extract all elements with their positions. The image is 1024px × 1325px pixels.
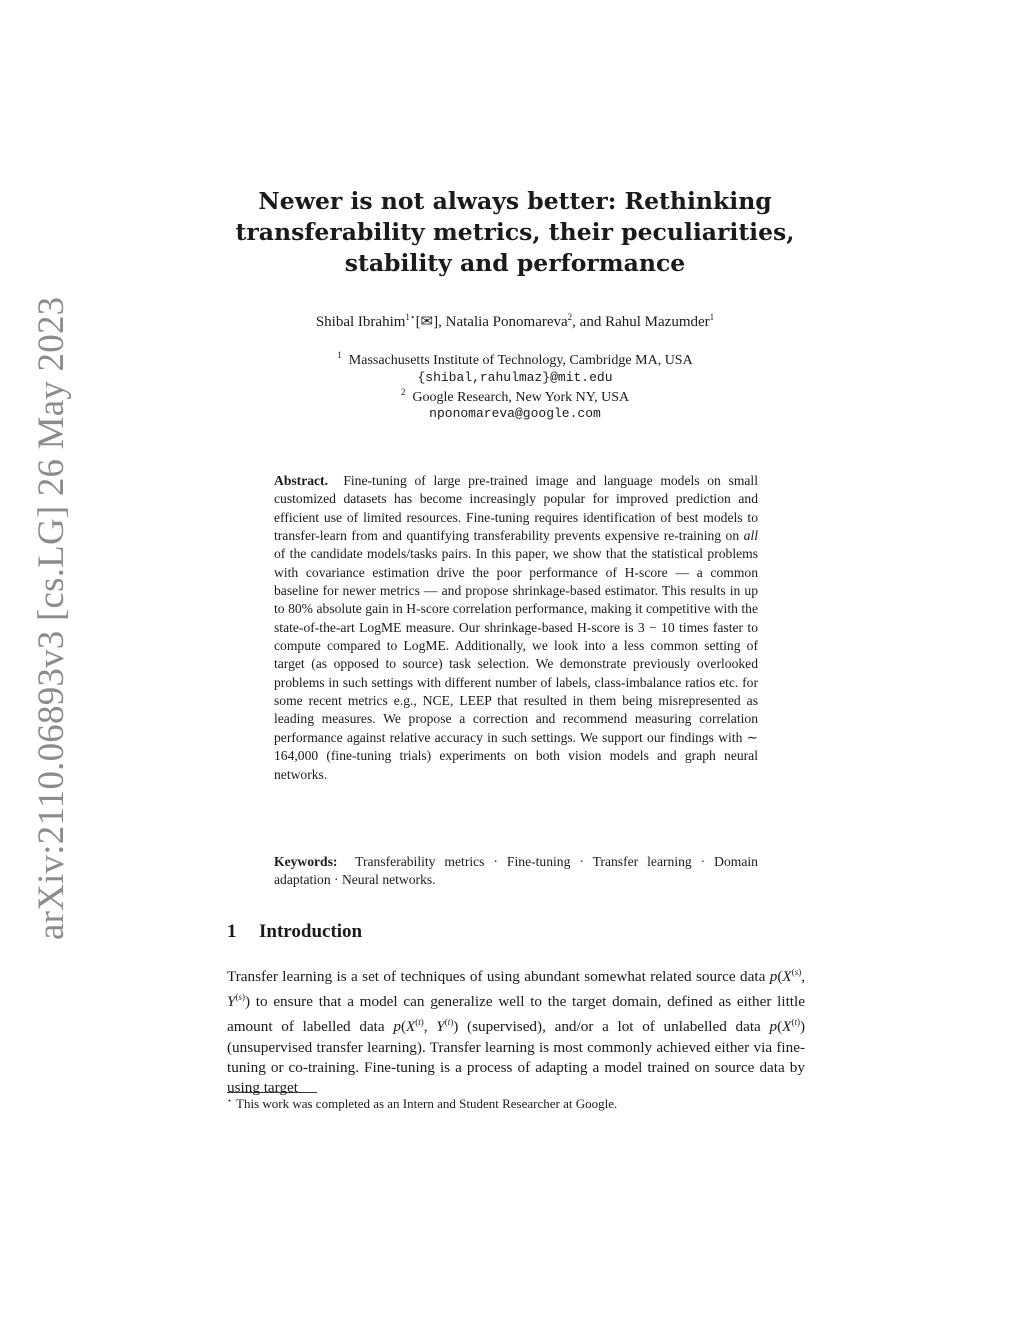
keywords (274, 853, 758, 890)
footnote (227, 1096, 617, 1112)
section-number: 1 (227, 921, 237, 942)
affiliation-text: Google Research, New York NY, USA (412, 390, 630, 405)
author-separator: , and (572, 314, 606, 330)
affiliation-email: nponomareva@google.com (429, 406, 601, 421)
author-name: Natalia Ponomareva (445, 314, 568, 330)
affiliation-number: 2 (400, 387, 406, 397)
affiliation-text: Massachusetts Institute of Technology, Cambridge MA, USA (348, 353, 693, 368)
footnote-text: This work was completed as an Intern and Student Researcher at Google. (236, 1096, 618, 1111)
author-name: Shibal Ibrahim (315, 314, 406, 330)
footnote-divider (227, 1092, 317, 1093)
title-line: Newer is not always better: Rethinking (258, 187, 772, 215)
affiliation-number: 1 (337, 350, 342, 360)
affiliation-institution (212, 387, 818, 406)
author-affil-mark: 1 (709, 312, 715, 322)
corresponding-author-mail-icon: [✉] (415, 314, 439, 330)
section-heading (227, 921, 362, 943)
body-text-run: (unsupervised transfer learning). Transfer learning is most commonly achieved either via fine-tuning or co-training. Fine-tuning is a process of adapting a model trained on source data by using target (227, 1038, 805, 1097)
math-target-unlabelled-distribution: $p(X^{(t)})$ (769, 1017, 806, 1036)
title-line: transferability metrics, their peculiarities, (235, 218, 795, 246)
keywords-text: Transferability metrics · Fine-tuning · Transfer learning · Domain adaptation · Neural networks. (274, 854, 758, 888)
abstract-label: Abstract. (274, 473, 328, 488)
abstract-text: of the candidate models/tasks pairs. In this paper, we show that the statistical problems with covariance estimation drive the poor performance of H-score — a common baseline for newer metrics — and propose shrinkage-based estimator. This results in up to 80% absolute gain in H-score correlation performance, making it competitive with the state-of-the-art LogME measure. Our shrinkage-based H-score is 3 − 10 times faster to compute compared to LogME. Additionally, we look into a less common setting of target (as opposed to source) task selection. We demonstrate previously overlooked problems in such settings with different number of labels, class-imbalance ratios etc. for some recent metrics e.g., NCE, LEEP that resulted in them being misrepresented as leading measures. We propose a correction and recommend measuring correlation performance against relative accuracy in such settings. We support our findings with ∼ 164,000 (fine-tuning trials) experiments on both vision models and graph neural networks. (274, 546, 758, 782)
author-separator: , (438, 314, 446, 330)
section-title: Introduction (259, 921, 363, 942)
abstract (274, 472, 758, 784)
body-text-run: Transfer learning is a set of techniques of using abundant somewhat related source data (227, 968, 770, 985)
author-list (212, 312, 818, 331)
affiliation-email: {shibal,rahulmaz}@mit.edu (417, 370, 613, 385)
abstract-emphasis: all (743, 528, 758, 544)
author-affil-mark: 1⋆ (405, 312, 416, 322)
affiliation-institution (212, 350, 818, 369)
author-name: Rahul Mazumder (605, 314, 710, 330)
intro-paragraph (227, 962, 805, 1098)
keywords-label: Keywords: (274, 854, 338, 869)
author-affil-mark: 2 (567, 312, 573, 322)
math-source-distribution: $p(X^{(s)}$, $Y^{(s)}$) (227, 967, 805, 1011)
arxiv-identifier-stamp: arXiv:2110.06893v3 [cs.LG] 26 May 2023 (31, 296, 72, 940)
body-text-run: to ensure that a model can generalize well to the target domain, defined as either little amount of labelled data (227, 993, 805, 1036)
abstract-text: Fine-tuning of large pre-trained image and language models on small customized datasets has become increasingly popular for improved prediction and efficient use of limited resources. Fine-tuning requires identification of best models to transfer-learn from and quantifying transferability prevents expensive re-training on (274, 473, 758, 544)
body-text-run: (supervised), and/or a lot of unlabelled data (458, 1018, 770, 1036)
title-line: stability and performance (344, 249, 686, 277)
paper-title (212, 186, 818, 279)
footnote-mark: ⋆ (227, 1096, 233, 1105)
math-target-labelled-distribution: $p(X^{(t)}$, $Y^{(t)}$) (393, 1017, 459, 1036)
